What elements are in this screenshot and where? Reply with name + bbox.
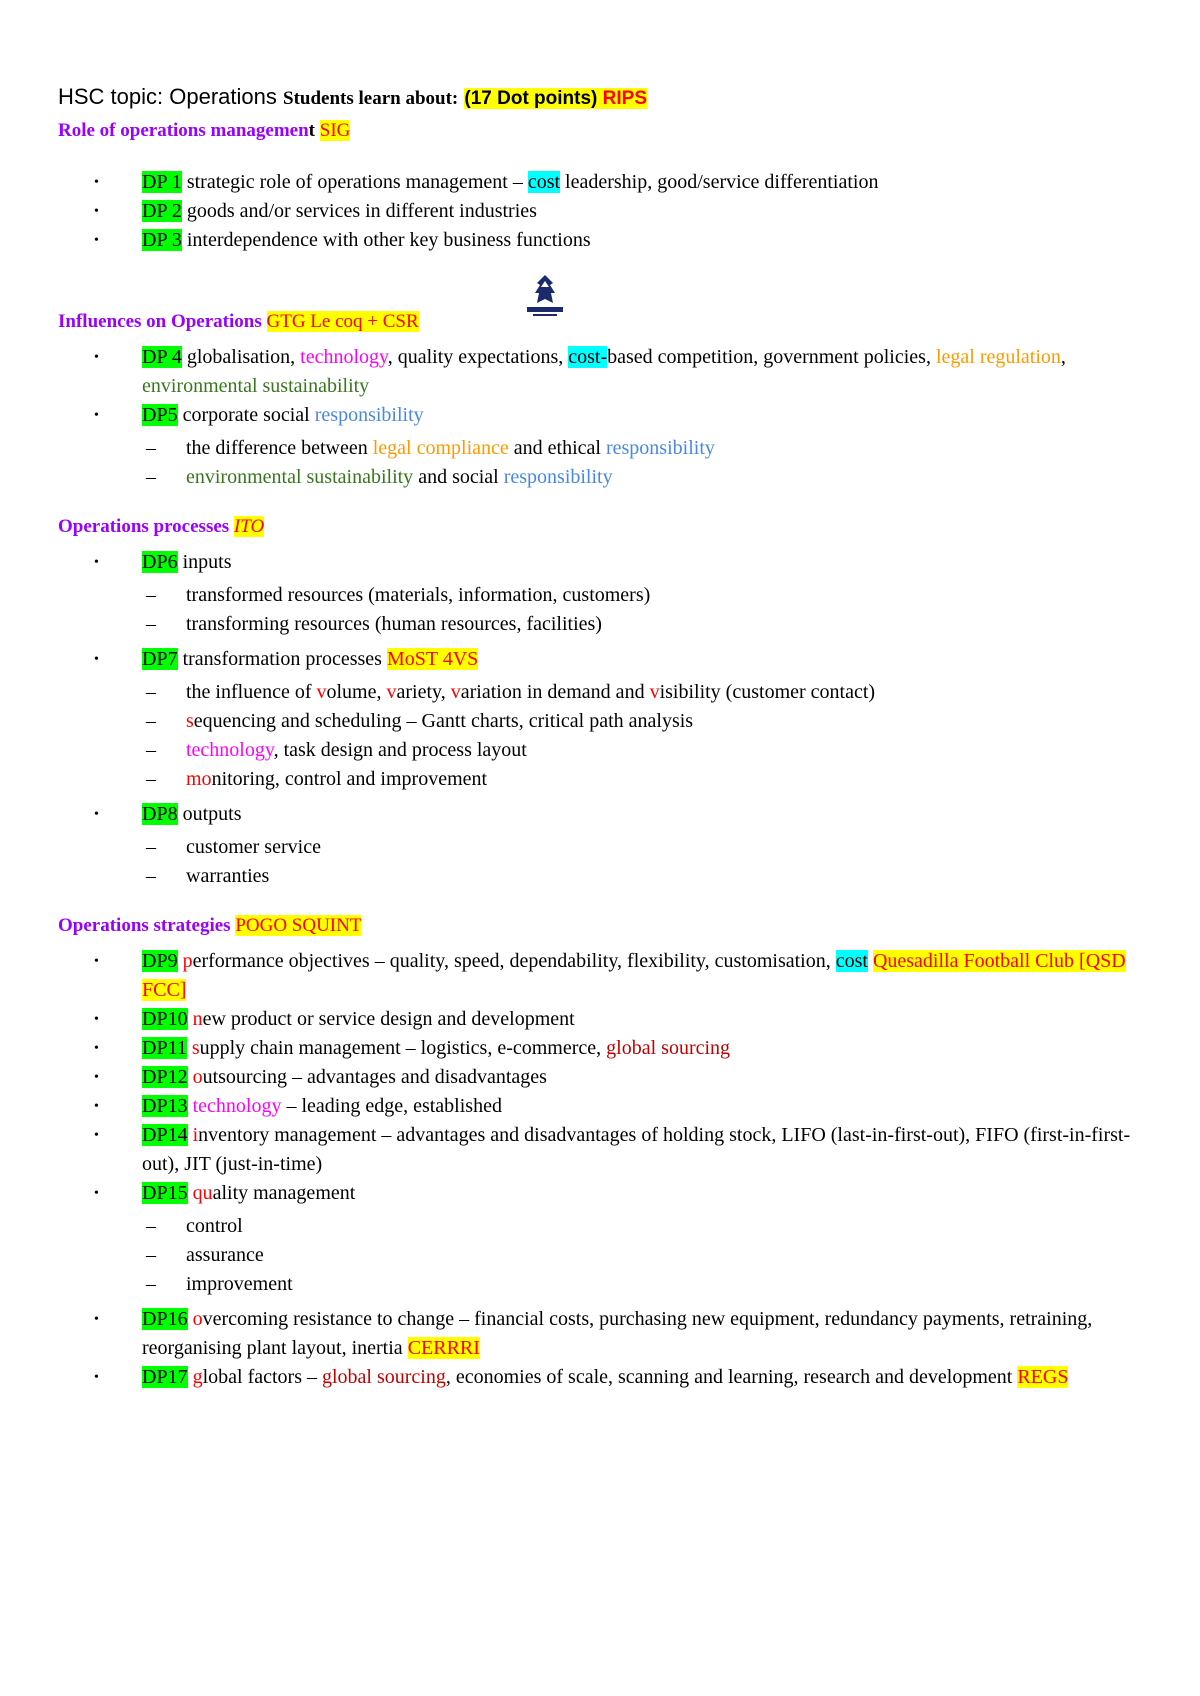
list-item: • DP8 outputs – customer service – warranties [58,800,1148,891]
dp-code: DP6 [142,551,178,573]
list-item: • DP11 supply chain management – logistics, e-commerce, global sourcing [94,1037,731,1059]
title-text: HSC topic: Operations [58,84,277,109]
mnemonic-sig: SIG [319,120,351,141]
strategies-dot-points [58,947,1148,1392]
document-page [58,80,1148,1392]
list-item: • DP7 transformation processes MoST 4VS – the influence of volume, variety, variation in demand and visibility (customer contact) – sequencing and scheduling – Gantt charts, critical path analysis – technology, task design and process layout – monitoring, control and improvement [58,645,1148,794]
sub-item: – assurance [146,1244,264,1266]
dp-code: DP 1 [142,171,182,193]
dp-code: DP12 [142,1066,188,1088]
sub-item: – technology, task design and process layout [146,739,527,761]
list-item: • DP 3 interdependence with other key business functions [94,229,591,251]
le-coq-sportif-logo-icon [523,273,567,319]
list-item: • DP16 overcoming resistance to change – financial costs, purchasing new equipment, redundancy payments, retraining, reorganising plant layout, inertia CERRRI [94,1308,1093,1359]
section-heading-influences: Influences on Operations GTG Le coq + CSR [58,311,419,332]
list-item: • DP9 performance objectives – quality, speed, dependability, flexibility, customisation, cost Quesadilla Football Club [QSD FCC] [94,950,1126,1001]
dp-code: DP 3 [142,229,182,251]
list-item: • DP14 inventory management – advantages and disadvantages of holding stock, LIFO (last-in-first-out), FIFO (first-in-first-out), JIT (just-in-time) [94,1124,1131,1175]
dp-code: DP8 [142,803,178,825]
sub-item: – improvement [146,1273,293,1295]
mnemonic-gtg: GTG Le coq + CSR [266,311,419,332]
dp-code: DP 4 [142,346,182,368]
students-learn-about: Students learn about: [283,88,459,109]
list-item: • DP5 corporate social responsibility – the difference between legal compliance and ethical responsibility – environmental sustainability and social responsibility [58,401,1148,492]
role-dot-points [58,168,1148,255]
dp-code: DP5 [142,404,178,426]
sub-item: – transforming resources (human resources, facilities) [146,613,602,635]
list-item: • DP 1 strategic role of operations management – cost leadership, good/service differentiation [94,171,879,193]
list-item: • DP10 new product or service design and development [94,1008,575,1030]
mnemonic-ito: ITO [233,516,265,537]
sub-item: – environmental sustainability and social responsibility [146,466,613,488]
dp-code: DP 2 [142,200,182,222]
mnemonic-regs: REGS [1017,1366,1069,1388]
sub-item: – the influence of volume, variety, variation in demand and visibility (customer contact) [146,681,876,703]
influences-dot-points [58,343,1148,492]
sub-item: – warranties [146,865,270,887]
list-item: • DP13 technology – leading edge, established [94,1095,502,1117]
section-heading-strategies: Operations strategies POGO SQUINT [58,915,362,936]
sub-item: – control [146,1215,243,1237]
section-heading-role: Role of operations management SIG [58,120,351,141]
page-title [58,80,1148,116]
mnemonic-most: MoST 4VS [386,648,479,670]
dp-code: DP13 [142,1095,188,1117]
list-item: • DP6 inputs – transformed resources (materials, information, customers) – transforming resources (human resources, facilities) [58,548,1148,639]
dp-code: DP10 [142,1008,188,1030]
sub-item: – the difference between legal compliance and ethical responsibility [146,437,715,459]
dp-code: DP7 [142,648,178,670]
sub-item: – transformed resources (materials, information, customers) [146,584,651,606]
dp-code: DP9 [142,950,178,972]
mnemonic-cerrri: CERRRI [407,1337,480,1359]
dp-code: DP11 [142,1037,187,1059]
dp-code: DP16 [142,1308,188,1330]
sub-item: – customer service [146,836,321,858]
sub-item: – monitoring, control and improvement [146,768,488,790]
dp-code: DP17 [142,1366,188,1388]
processes-dot-points [58,548,1148,891]
dp-code: DP15 [142,1182,188,1204]
mnemonic-pogo: POGO SQUINT [235,915,362,936]
dot-points-count: (17 Dot points) RIPS [464,88,648,109]
sub-item: – sequencing and scheduling – Gantt charts, critical path analysis [146,710,694,732]
list-item: • DP 2 goods and/or services in different industries [94,200,537,222]
list-item: • DP 4 globalisation, technology, quality expectations, cost-based competition, government policies, legal regulation, environmental sustainability [94,346,1066,397]
dp-code: DP14 [142,1124,188,1146]
list-item: • DP15 quality management – control – assurance – improvement [58,1179,1148,1299]
list-item: • DP12 outsourcing – advantages and disadvantages [94,1066,547,1088]
section-heading-processes: Operations processes ITO [58,516,265,537]
list-item: • DP17 global factors – global sourcing, economies of scale, scanning and learning, research and development REGS [94,1366,1069,1388]
